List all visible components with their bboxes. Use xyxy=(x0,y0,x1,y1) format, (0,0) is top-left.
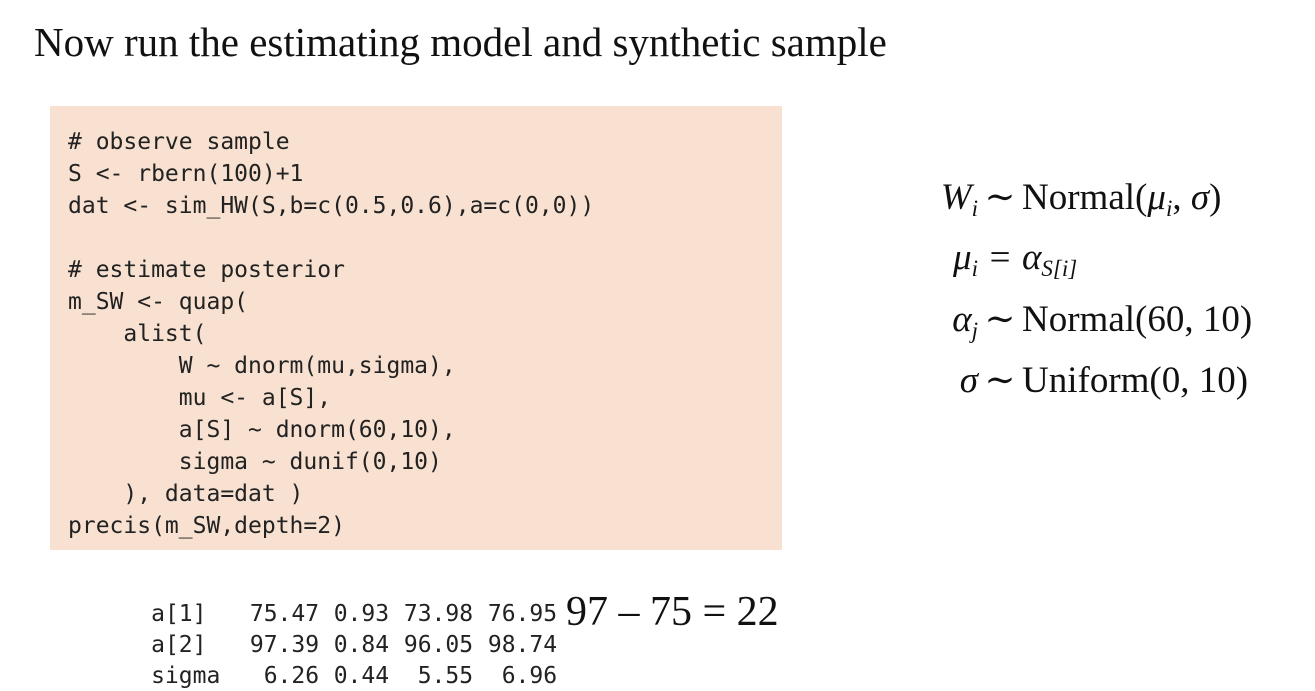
code-line: ), data=dat ) xyxy=(68,481,304,507)
param-upper: 98.74 xyxy=(487,632,558,658)
param-name: sigma xyxy=(151,663,221,689)
code-line: S <- rbern(100)+1 xyxy=(68,161,304,187)
eq-lhs-subscript: i xyxy=(971,255,978,281)
code-line: precis(m_SW,depth=2) xyxy=(68,513,345,539)
eq-rhs: Normal(60, 10) xyxy=(1022,299,1253,340)
eq-rhs: Uniform(0, 10) xyxy=(1022,360,1249,401)
eq-paren-open: ( xyxy=(1135,177,1148,218)
eq-paren-close: ) xyxy=(1209,177,1222,218)
code-line xyxy=(68,222,594,254)
code-line: W ~ dnorm(mu,sigma), xyxy=(68,353,456,379)
eq-relation: ∼ xyxy=(984,360,1016,401)
param-sd: 0.84 xyxy=(333,632,390,658)
eq-relation: ∼ xyxy=(984,177,1016,218)
code-line: a[S] ~ dnorm(60,10), xyxy=(68,417,456,443)
code-line: alist( xyxy=(68,321,207,347)
code-line: # observe sample xyxy=(68,129,290,155)
param-upper: 76.95 xyxy=(487,601,558,627)
eq-rhs: α xyxy=(1022,237,1042,278)
param-lower: 96.05 xyxy=(403,632,474,658)
param-mean: 97.39 xyxy=(249,632,320,658)
param-lower: 73.98 xyxy=(403,601,474,627)
output-row-a1 xyxy=(68,568,558,627)
param-lower: 5.55 xyxy=(417,663,474,689)
code-line: dat <- sim_HW(S,b=c(0.5,0.6),a=c(0,0)) xyxy=(68,193,595,219)
param-sd: 0.44 xyxy=(333,663,390,689)
code-line: m_SW <- quap( xyxy=(68,289,249,315)
eq-lhs: σ xyxy=(959,360,978,401)
model-definition xyxy=(890,175,1270,419)
eq-lhs: W xyxy=(940,177,972,218)
model-eq-sigma-prior xyxy=(890,358,1270,419)
slide-title: Now run the estimating model and synthetic sample xyxy=(34,19,887,65)
param-mean: 75.47 xyxy=(249,601,320,627)
model-eq-likelihood xyxy=(890,175,1270,236)
precis-output xyxy=(68,568,558,689)
eq-rhs-subscript: S[i] xyxy=(1041,255,1078,281)
eq-lhs: α xyxy=(952,299,972,340)
model-eq-linear xyxy=(890,236,1270,297)
eq-arg-sigma: σ xyxy=(1190,177,1210,218)
code-line: mu <- a[S], xyxy=(68,385,332,411)
eq-lhs: μ xyxy=(953,237,972,278)
code-block xyxy=(68,126,594,542)
difference-equation: 97 – 75 = 22 xyxy=(566,589,779,635)
code-line: # estimate posterior xyxy=(68,257,345,283)
model-eq-alpha-prior xyxy=(890,297,1270,358)
param-sd: 0.93 xyxy=(333,601,390,627)
param-mean: 6.26 xyxy=(263,663,320,689)
param-name: a[2] xyxy=(151,632,207,658)
eq-dist: Normal xyxy=(1022,177,1136,218)
eq-arg-mu-subscript: i xyxy=(1165,195,1173,221)
eq-lhs-subscript: j xyxy=(971,317,978,343)
param-upper: 6.96 xyxy=(501,663,558,689)
eq-relation: ∼ xyxy=(984,299,1016,340)
eq-arg-mu: μ xyxy=(1147,177,1166,218)
param-name: a[1] xyxy=(151,601,207,627)
eq-lhs-subscript: i xyxy=(971,195,978,221)
eq-separator: , xyxy=(1172,177,1191,218)
eq-relation: = xyxy=(989,237,1011,278)
code-line: sigma ~ dunif(0,10) xyxy=(68,449,442,475)
